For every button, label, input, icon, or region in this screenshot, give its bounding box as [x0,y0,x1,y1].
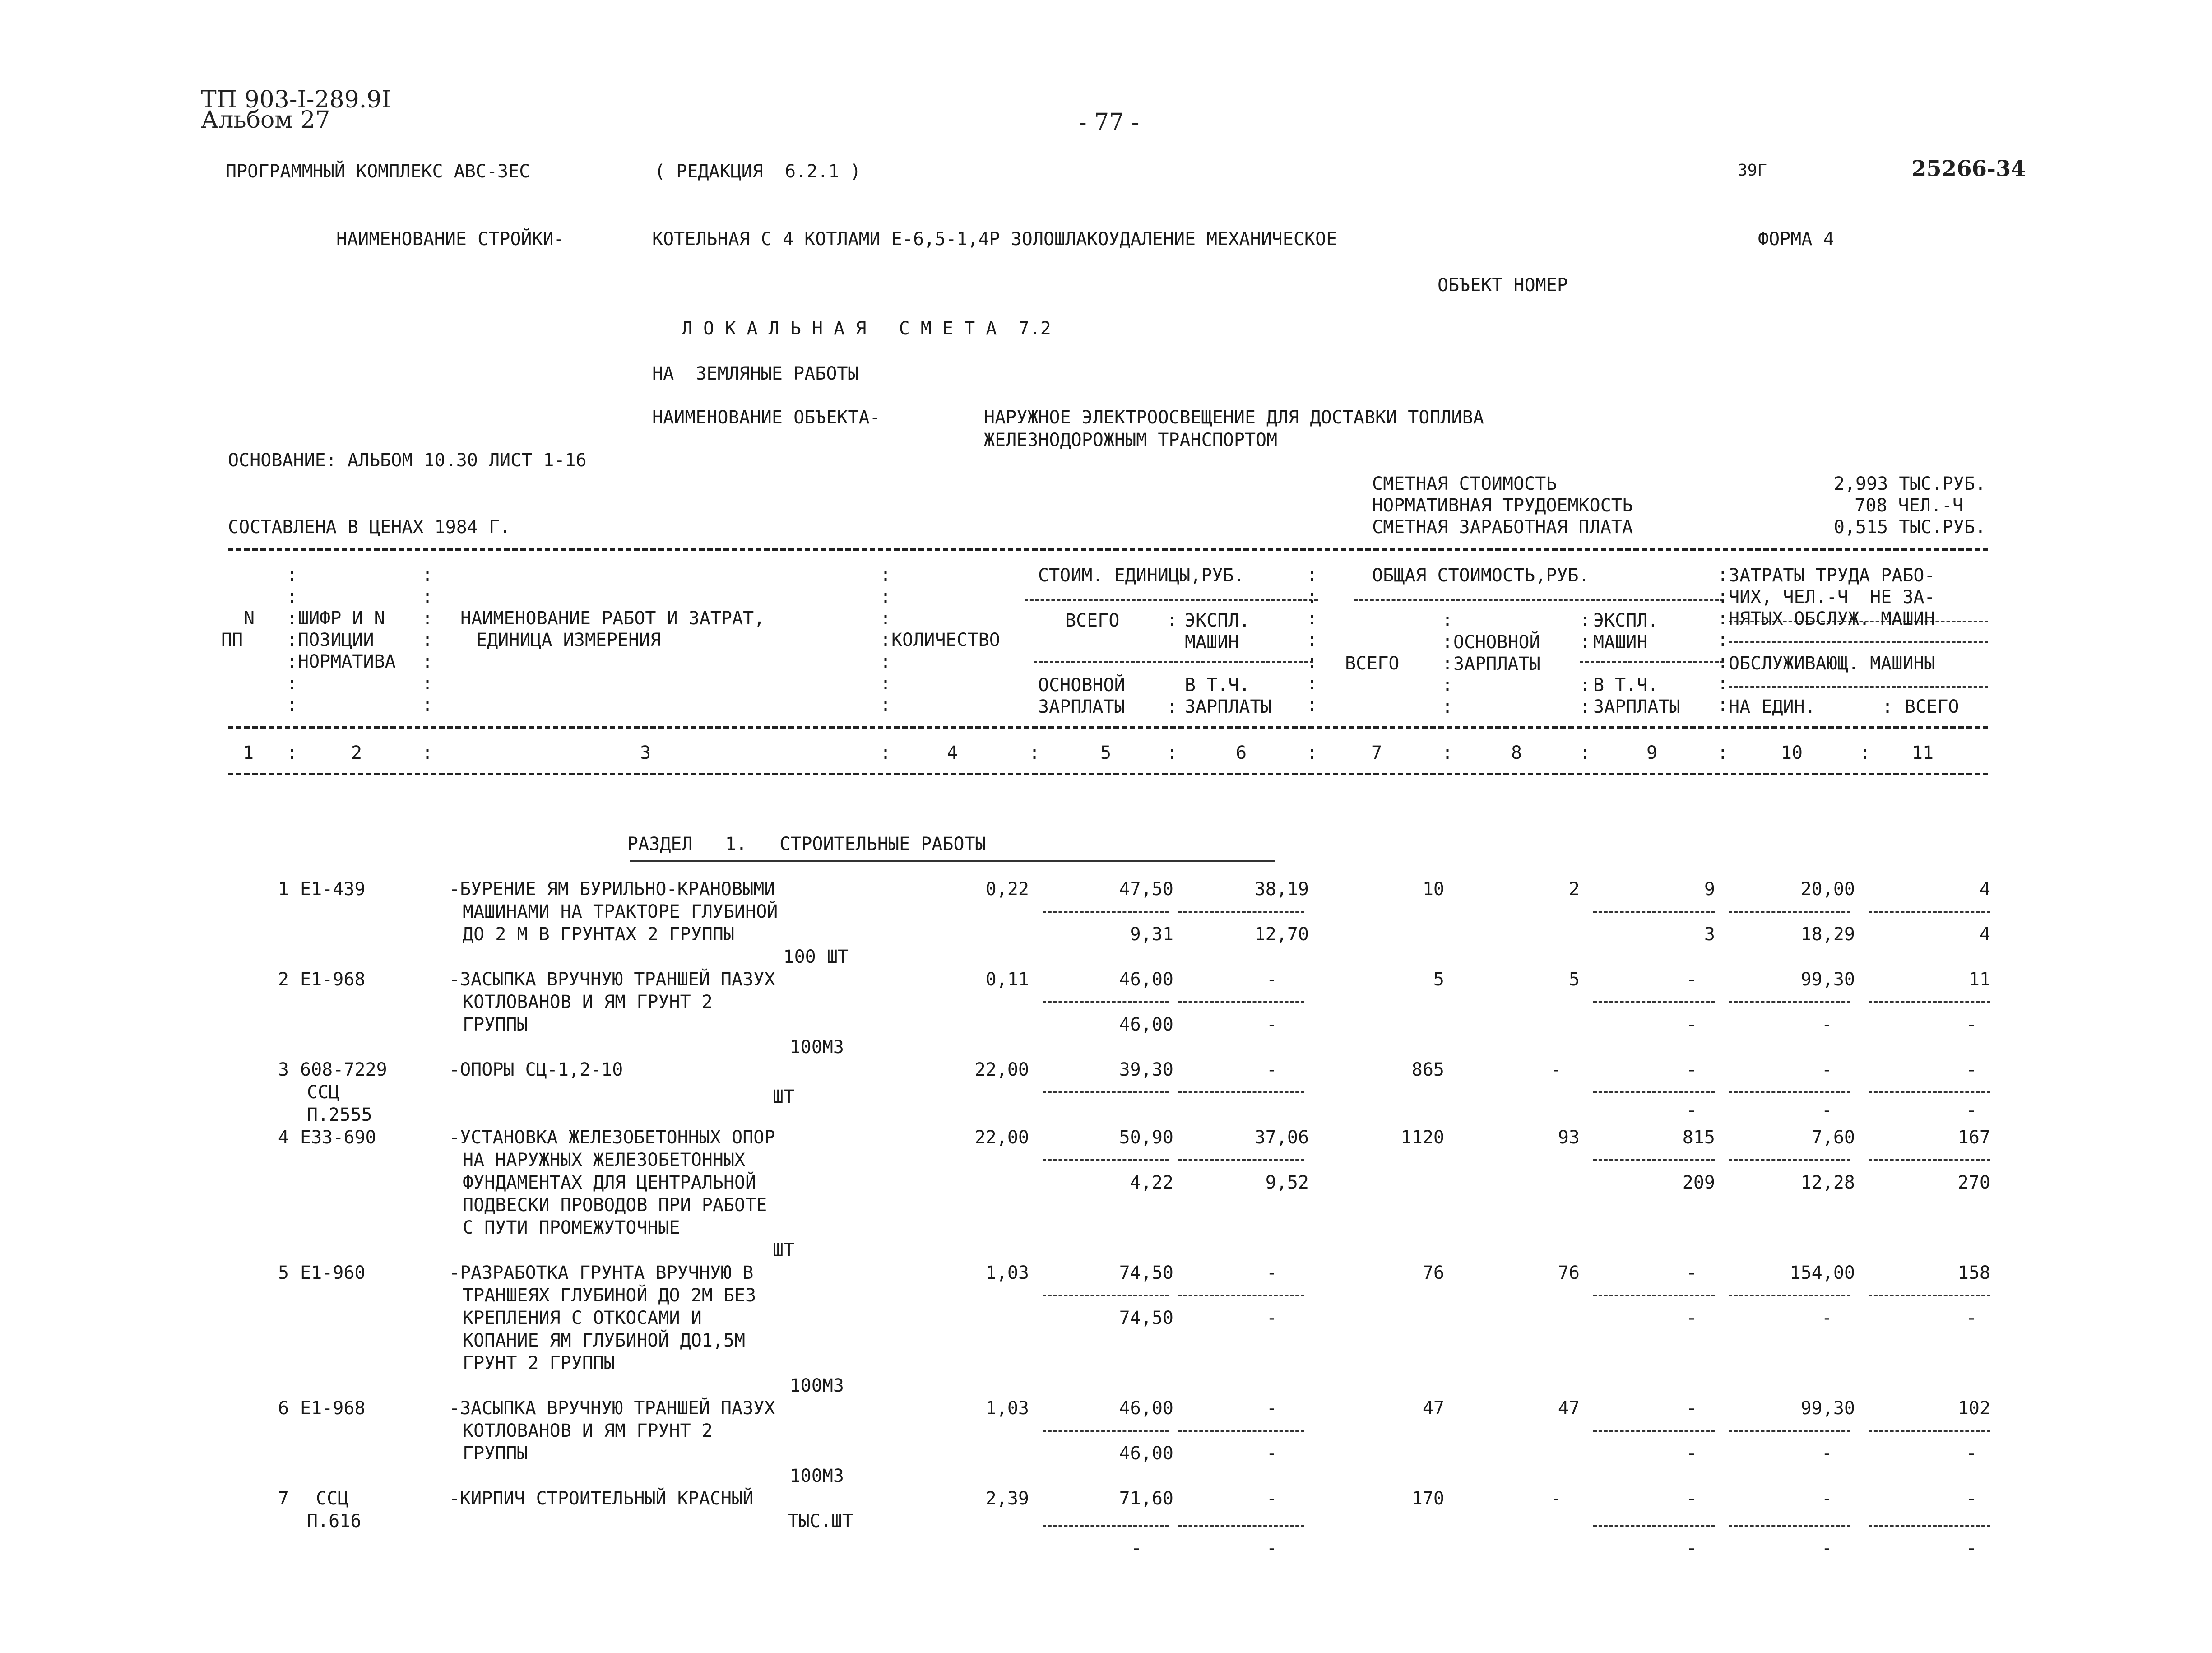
row-labor-unit: 154,00 [1790,1263,1855,1283]
row-number: 4 [278,1127,289,1148]
basis: ОСНОВАНИЕ: АЛЬБОМ 10.30 ЛИСТ 1-16 [228,450,587,471]
row-total-salary: - [1550,1059,1562,1080]
object-number: ОБЪЕКТ НОМЕР [1438,275,1568,296]
row-total: 76 [1422,1263,1444,1283]
row-qty: 1,03 [985,1398,1029,1419]
row-unit-oper-salary: - [1266,1538,1277,1559]
sub-rule [1178,1159,1304,1161]
row-code: 608-7229 [300,1059,387,1080]
row-labor-unit: 99,30 [1800,1398,1855,1419]
row-name-line: КОТЛОВАНОВ И ЯМ ГРУНТ 2 [463,992,713,1012]
row-name-line: -РАЗРАБОТКА ГРУНТА ВРУЧНУЮ В [449,1263,754,1283]
row-name-line: ТРАНШЕЯХ ГЛУБИНОЙ ДО 2М БЕЗ [463,1285,756,1306]
row-qty: 1,03 [985,1263,1029,1283]
row-qty: 2,39 [985,1488,1029,1509]
row-oper-salary: 209 [1682,1172,1715,1193]
colnum-sep: : [1167,743,1178,763]
row-name-line: -ЗАСЫПКА ВРУЧНУЮ ТРАНШЕЙ ПАЗУХ [449,1398,775,1419]
row-total: 5 [1433,969,1444,990]
row-total-salary: 5 [1568,969,1580,990]
header-col2-line1: ШИФР И N [298,608,385,629]
header-labor-line2: ЧИХ, ЧЕЛ.-Ч НЕ ЗА- [1729,587,1935,608]
row-code: Е1-960 [300,1263,366,1283]
row-unit-total: 46,00 [1119,969,1173,990]
document-number: 25266-34 [1911,156,2026,181]
row-total-oper: - [1686,1488,1697,1509]
sub-rule [1178,1295,1304,1296]
row-number: 1 [278,879,289,900]
construction-value: КОТЕЛЬНАЯ С 4 КОТЛАМИ Е-6,5-1,4Р ЗОЛОШЛАКОУДАЛЕНИЕ МЕХАНИЧЕСКОЕ [652,229,1337,250]
row-labor-total-machines: - [1966,1443,1977,1464]
row-unit-oper-salary: - [1266,1443,1277,1464]
works-title: НА ЗЕМЛЯНЫЕ РАБОТЫ [652,363,859,384]
sub-rule [1729,1159,1850,1161]
header-col3-line2: ЕДИНИЦА ИЗМЕРЕНИЯ [476,630,661,650]
program-name: ПРОГРАММНЫЙ КОМПЛЕКС АВС-3ЕС [226,161,530,182]
sub-rule [1178,1091,1304,1093]
colnum-sep: : [1717,743,1729,763]
header-col1-line1: N [244,608,255,629]
colnum-8: 8 [1511,743,1522,763]
row-labor-unit-machines: 18,29 [1800,924,1855,945]
sub-rule [1869,1091,1990,1093]
object-name-line2: ЖЕЛЕЗНОДОРОЖНЫМ ТРАНСПОРТОМ [984,430,1278,450]
row-name-line: -БУРЕНИЕ ЯМ БУРИЛЬНО-КРАНОВЫМИ [449,879,775,900]
row-unit-oper: 38,19 [1254,879,1309,900]
header-separator-8: : : : : : : : [1717,565,1729,715]
row-labor-unit-machines: - [1821,1538,1832,1559]
numbers-bottom-rule [228,773,1988,775]
row-total: 170 [1411,1488,1444,1509]
row-name-line: ДО 2 М В ГРУНТАХ 2 ГРУППЫ [463,924,735,945]
row-unit: 100 ШТ [783,947,849,967]
header-col2-line3: НОРМАТИВА [298,651,396,672]
header-col5-salary: ЗАРПЛАТЫ [1038,696,1125,717]
sub-rule [1043,1430,1169,1432]
sub-rule [1869,1295,1990,1296]
header-col8-basic: ОСНОВНОЙ [1453,632,1540,653]
header-col6-salary: ЗАРПЛАТЫ [1185,696,1272,717]
sub-rule [1593,1295,1715,1296]
row-total-oper: - [1686,1263,1697,1283]
row-name-line: КОТЛОВАНОВ И ЯМ ГРУНТ 2 [463,1421,713,1441]
colnum-sep: : [880,743,891,763]
row-total-oper: - [1686,1398,1697,1419]
sub-rule [1043,1525,1169,1527]
sub-rule [1043,1159,1169,1161]
row-labor-total: 167 [1957,1127,1990,1148]
colnum-1: 1 [242,743,254,763]
header-col9-salary: ЗАРПЛАТЫ [1593,696,1680,717]
header-labor-line1: ЗАТРАТЫ ТРУДА РАБО- [1729,565,1935,586]
sub-rule [1869,911,1990,913]
row-name-line: -УСТАНОВКА ЖЕЛЕЗОБЕТОННЫХ ОПОР [449,1127,775,1148]
row-unit-oper-salary: - [1266,1308,1277,1328]
header-unit-cost: СТОИМ. ЕДИНИЦЫ,РУБ. [1038,565,1245,586]
row-labor-total-machines: - [1966,1308,1977,1328]
estimate-title: Л О К А Л Ь Н А Я С М Е Т А 7.2 [682,318,1051,339]
colnum-sep: : [287,743,298,763]
row-unit-oper-salary: - [1266,1014,1277,1035]
row-code: Е1-968 [300,1398,366,1419]
row-code: П.2555 [307,1105,372,1125]
row-oper-salary: 3 [1704,924,1715,945]
header-separator-5: : : : : : : : [1307,565,1318,715]
sub-rule [1593,1430,1715,1432]
object-label: НАИМЕНОВАНИЕ ОБЪЕКТА- [652,407,881,428]
row-name-line: -ЗАСЫПКА ВРУЧНУЮ ТРАНШЕЙ ПАЗУХ [449,969,775,990]
header-labor-machines: ОБСЛУЖИВАЮЩ. МАШИНЫ [1729,653,1935,674]
header-col7: ВСЕГО [1345,653,1400,674]
header-separator-6: : : : : : [1442,610,1453,717]
row-labor-total: - [1966,1488,1977,1509]
row-unit-salary: - [1131,1538,1142,1559]
row-unit-total: 71,60 [1119,1488,1173,1509]
header-col9-oper: ЭКСПЛ. [1593,610,1659,631]
row-labor-total-machines: - [1966,1100,1977,1121]
row-total-salary: 93 [1558,1127,1580,1148]
row-unit-salary: 4,22 [1130,1172,1173,1193]
header-separator-3: : : : : : : : [880,565,891,715]
header-separator-1: : : : : : : : [287,565,298,715]
sub-rule [1593,1091,1715,1093]
sub-rule [1729,1525,1850,1527]
row-code: Е33-690 [300,1127,376,1148]
row-unit-total: 74,50 [1119,1263,1173,1283]
page-number: - 77 - [1079,109,1140,136]
row-labor-total: 158 [1957,1263,1990,1283]
colnum-sep: : [422,743,433,763]
row-name-line: ПОДВЕСКИ ПРОВОДОВ ПРИ РАБОТЕ [463,1195,767,1216]
rule-unit-cost [1025,599,1318,601]
album-label: Альбом 27 [201,107,330,134]
sub-rule [1593,1001,1715,1003]
row-number: 6 [278,1398,289,1419]
row-total: 10 [1422,879,1444,900]
price-level: СОСТАВЛЕНА В ЦЕНАХ 1984 Г. [228,517,511,538]
colnum-6: 6 [1235,743,1247,763]
row-labor-total-machines: 270 [1957,1172,1990,1193]
header-col3-line1: НАИМЕНОВАНИЕ РАБОТ И ЗАТРАТ, [460,608,765,629]
row-name-line: -КИРПИЧ СТРОИТЕЛЬНЫЙ КРАСНЫЙ [449,1488,754,1509]
sub-rule [1178,1430,1304,1432]
row-unit-total: 46,00 [1119,1398,1173,1419]
row-oper-salary: - [1686,1443,1697,1464]
row-labor-total: - [1966,1059,1977,1080]
sub-rule [1729,1430,1850,1432]
row-qty: 0,11 [985,969,1029,990]
row-number: 3 [278,1059,289,1080]
row-oper-salary: - [1686,1100,1697,1121]
header-col8-salary: ЗАРПЛАТЫ [1453,654,1540,674]
row-total-oper: - [1686,1059,1697,1080]
row-labor-unit: 7,60 [1811,1127,1855,1148]
row-unit-salary: 74,50 [1119,1308,1173,1328]
row-unit-oper: - [1266,1059,1277,1080]
row-labor-total-machines: 4 [1979,924,1990,945]
row-labor-unit-machines: - [1821,1443,1832,1464]
colnum-10: 10 [1781,743,1803,763]
colnum-sep: : [1580,743,1591,763]
section-underline [630,860,1275,862]
rule-labor-2 [1729,641,1988,643]
summary-value-cost: 2,993 ТЫС.РУБ. [1833,474,1986,494]
header-col5-total: ВСЕГО [1065,610,1120,631]
row-total-oper: 9 [1704,879,1715,900]
colnum-5: 5 [1100,743,1112,763]
sub-rule [1043,1091,1169,1093]
row-unit: ШТ [772,1087,794,1107]
sheet-code: 39Г [1738,161,1767,180]
sub-rule [1593,1525,1715,1527]
row-qty: 22,00 [974,1059,1029,1080]
row-name-line: КОПАНИЕ ЯМ ГЛУБИНОЙ ДО1,5М [463,1330,746,1351]
row-total-salary: 47 [1558,1398,1580,1419]
sub-rule [1593,1159,1715,1161]
row-unit: ШТ [772,1240,794,1261]
row-code: ССЦ [316,1488,349,1509]
row-oper-salary: - [1686,1014,1697,1035]
section-title: РАЗДЕЛ 1. СТРОИТЕЛЬНЫЕ РАБОТЫ [627,834,986,854]
row-labor-total: 4 [1979,879,1990,900]
row-unit-oper: - [1266,1263,1277,1283]
header-col5-basic: ОСНОВНОЙ [1038,675,1125,696]
colnum-2: 2 [351,743,362,763]
colnum-11: 11 [1911,743,1934,763]
colnum-3: 3 [640,743,651,763]
row-code: ССЦ [307,1082,340,1103]
sub-rule [1178,1525,1304,1527]
summary-label-cost: СМЕТНАЯ СТОИМОСТЬ [1372,474,1557,494]
row-qty: 0,22 [985,879,1029,900]
summary-label-salary: СМЕТНАЯ ЗАРАБОТНАЯ ПЛАТА [1372,517,1633,538]
sub-rule [1869,1001,1990,1003]
row-unit-salary: 46,00 [1119,1014,1173,1035]
header-col6-incl: В Т.Ч. [1185,675,1250,696]
header-separator-7: : : : : [1580,610,1591,717]
row-name-line: МАШИНАМИ НА ТРАКТОРЕ ГЛУБИНОЙ [463,901,778,922]
row-labor-unit: 99,30 [1800,969,1855,990]
row-total-salary: 76 [1558,1263,1580,1283]
header-labor-line3: НЯТЫХ ОБСЛУЖ. МАШИН [1729,608,1935,629]
row-unit-salary: 9,31 [1130,924,1173,945]
row-labor-unit-machines: - [1821,1014,1832,1035]
header-col11: ВСЕГО [1905,696,1959,717]
row-total: 865 [1411,1059,1444,1080]
row-name-line: КРЕПЛЕНИЯ С ОТКОСАМИ И [463,1308,702,1328]
row-unit: ТЫС.ШТ [788,1511,853,1532]
object-name-line1: НАРУЖНОЕ ЭЛЕКТРООСВЕЩЕНИЕ ДЛЯ ДОСТАВКИ ТОПЛИВА [984,407,1484,428]
row-number: 5 [278,1263,289,1283]
row-total: 1120 [1400,1127,1444,1148]
program-edition: ( РЕДАКЦИЯ 6.2.1 ) [654,161,861,182]
row-unit-oper: 37,06 [1254,1127,1309,1148]
colnum-9: 9 [1646,743,1658,763]
rule-total-cost [1354,599,1724,601]
drawing-code: ТП 903-I-289.9I [201,86,391,113]
colnum-sep: : [1029,743,1040,763]
summary-value-salary: 0,515 ТЫС.РУБ. [1833,517,1986,538]
sub-rule [1729,1091,1850,1093]
sub-rule [1869,1159,1990,1161]
row-oper-salary: - [1686,1308,1697,1328]
sub-rule [1729,1295,1850,1296]
rule-total-cost-split [1580,661,1724,663]
row-unit-oper-salary: 9,52 [1265,1172,1309,1193]
sub-rule [1729,911,1850,913]
colnum-sep: : [1307,743,1318,763]
header-col1-line2: ПП [221,630,243,650]
row-code: Е1-439 [300,879,366,900]
form-number: ФОРМА 4 [1758,229,1834,250]
row-name-line: С ПУТИ ПРОМЕЖУТОЧНЫЕ [463,1217,680,1238]
header-separator-4: : : [1167,610,1178,717]
row-total-oper: 815 [1682,1127,1715,1148]
row-total-salary: - [1550,1488,1562,1509]
row-unit-salary: 46,00 [1119,1443,1173,1464]
row-code: Е1-968 [300,969,366,990]
colnum-4: 4 [946,743,958,763]
row-labor-total: 102 [1957,1398,1990,1419]
sub-rule [1043,1001,1169,1003]
colnum-sep: : [1860,743,1871,763]
row-unit: 100М3 [789,1375,844,1396]
header-col9-incl: В Т.Ч. [1593,675,1659,696]
header-col2-line2: ПОЗИЦИИ [298,630,374,650]
row-unit-total: 50,90 [1119,1127,1173,1148]
sub-rule [1869,1525,1990,1527]
sub-rule [1593,911,1715,913]
row-unit-total: 47,50 [1119,879,1173,900]
header-total-cost: ОБЩАЯ СТОИМОСТЬ,РУБ. [1372,565,1590,586]
row-labor-unit-machines: - [1821,1308,1832,1328]
row-total: 47 [1422,1398,1444,1419]
row-labor-unit: 20,00 [1800,879,1855,900]
row-name-line: ФУНДАМЕНТАХ ДЛЯ ЦЕНТРАЛЬНОЙ [463,1172,756,1193]
sub-rule [1729,1001,1850,1003]
row-unit-total: 39,30 [1119,1059,1173,1080]
row-labor-unit-machines: - [1821,1100,1832,1121]
row-qty: 22,00 [974,1127,1029,1148]
row-unit-oper: - [1266,1398,1277,1419]
row-labor-total: 11 [1968,969,1990,990]
row-unit-oper: - [1266,969,1277,990]
row-labor-total-machines: - [1966,1014,1977,1035]
header-col9-machines: МАШИН [1593,632,1648,653]
header-col10-11-sep: : [1882,696,1893,717]
table-top-rule [228,548,1988,551]
rule-labor-3 [1729,686,1988,688]
row-total-salary: 2 [1568,879,1580,900]
summary-label-labor: НОРМАТИВНАЯ ТРУДОЕМКОСТЬ [1372,495,1633,516]
sub-rule [1178,911,1304,913]
header-col6-oper: ЭКСПЛ. [1185,610,1250,631]
header-separator-2: : : : : : : : [422,565,433,715]
row-number: 2 [278,969,289,990]
row-labor-unit-machines: 12,28 [1800,1172,1855,1193]
sub-rule [1043,1295,1169,1296]
sub-rule [1178,1001,1304,1003]
header-col10: НА ЕДИН. [1729,696,1816,717]
summary-value-labor: 708 ЧЕЛ.-Ч [1855,495,1963,516]
colnum-7: 7 [1371,743,1382,763]
row-unit: 100М3 [789,1037,844,1058]
row-number: 7 [278,1488,289,1509]
row-name-line: ГРУППЫ [463,1443,528,1464]
colnum-sep: : [1442,743,1453,763]
row-code: П.616 [307,1511,362,1532]
row-name-line: ГРУНТ 2 ГРУППЫ [463,1353,615,1374]
row-labor-total-machines: - [1966,1538,1977,1559]
header-col4: КОЛИЧЕСТВО [891,630,1000,650]
row-name-line: -ОПОРЫ СЦ-1,2-10 [449,1059,623,1080]
row-unit-oper-salary: 12,70 [1254,924,1309,945]
row-oper-salary: - [1686,1538,1697,1559]
construction-label: НАИМЕНОВАНИЕ СТРОЙКИ- [336,229,565,250]
row-name-line: ГРУППЫ [463,1014,528,1035]
row-unit: 100М3 [789,1466,844,1486]
sub-rule [1869,1430,1990,1432]
row-labor-unit: - [1821,1059,1832,1080]
header-bottom-rule [228,726,1988,729]
row-unit-oper: - [1266,1488,1277,1509]
header-col6-machines: МАШИН [1185,632,1239,653]
row-total-oper: - [1686,969,1697,990]
row-labor-unit: - [1821,1488,1832,1509]
sub-rule [1043,911,1169,913]
row-name-line: НА НАРУЖНЫХ ЖЕЛЕЗОБЕТОННЫХ [463,1150,746,1170]
